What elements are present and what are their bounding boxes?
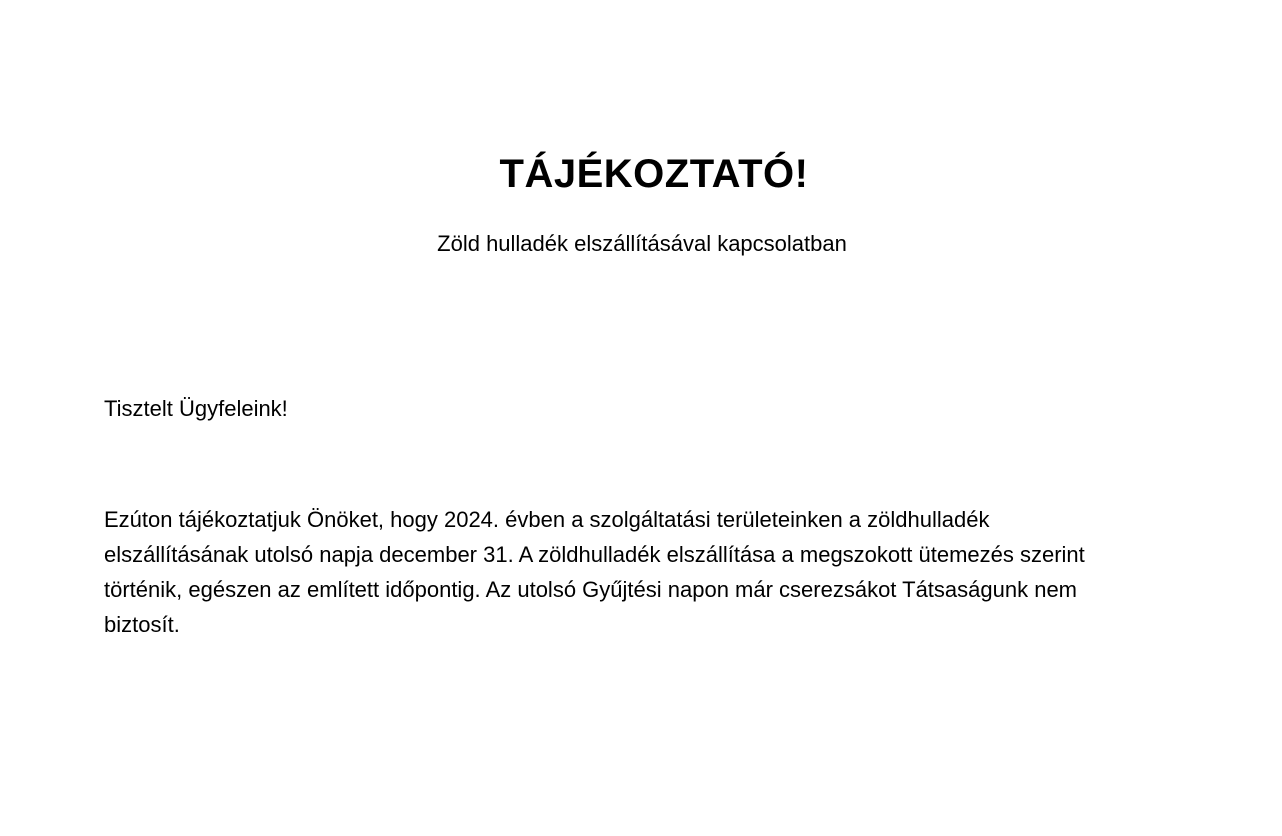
body-line: Ezúton tájékoztatjuk Önöket, hogy 2024. évben a szolgáltatási területeinken a zöldhulladék xyxy=(104,507,990,532)
greeting: Tisztelt Ügyfeleink! xyxy=(104,396,288,421)
body-line: biztosít. xyxy=(104,612,180,637)
page-subtitle: Zöld hulladék elszállításával kapcsolatban xyxy=(437,231,847,256)
body-paragraph xyxy=(104,502,1204,642)
body-line: elszállításának utolsó napja december 31. A zöldhulladék elszállítása a megszokott ütemezés szerint xyxy=(104,542,1085,567)
page-title: TÁJÉKOZTATÓ! xyxy=(499,152,809,196)
body-line: történik, egészen az említett időpontig. Az utolsó Gyűjtési napon már cserezsákot Tátsaságunk nem xyxy=(104,577,1078,602)
